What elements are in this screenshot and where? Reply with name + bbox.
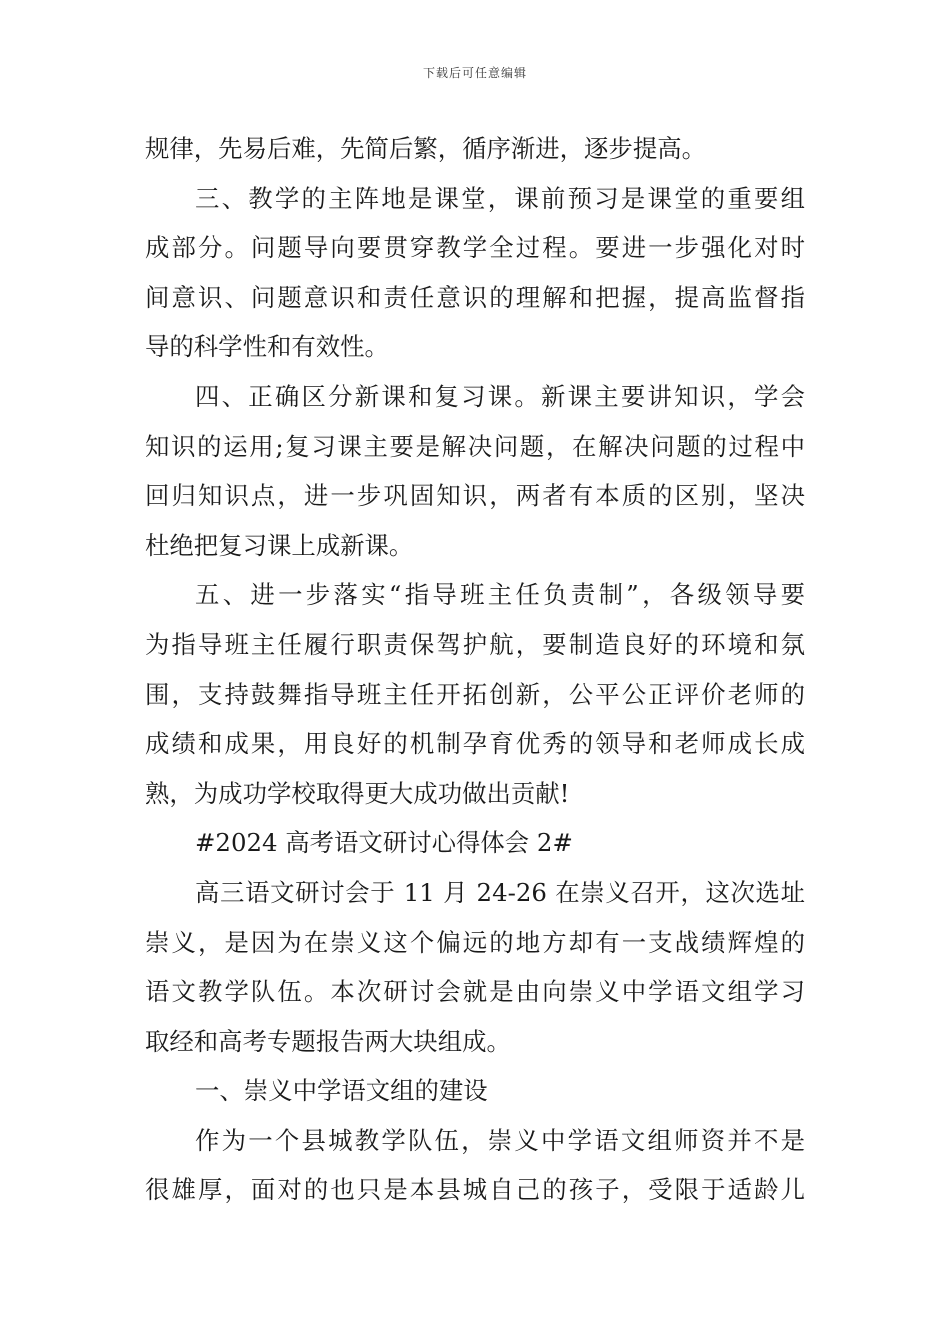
document-body [145, 124, 805, 1215]
text-line: 为指导班主任履行职责保驾护航，要制造良好的环境和氛 [145, 629, 805, 659]
text-line: 一、崇义中学语文组的建设 [195, 1076, 488, 1106]
text-line: 熟，为成功学校取得更大成功做出贡献! [145, 778, 570, 808]
page-header: 下载后可任意编辑 [422, 66, 527, 80]
text-line: 四、正确区分新课和复习课。新课主要讲知识，学会 [195, 381, 805, 411]
text-line: 三、教学的主阵地是课堂，课前预习是课堂的重要组 [195, 183, 805, 213]
text-line: 五、进一步落实“指导班主任负责制”，各级领导要 [195, 580, 805, 610]
text-line: 高三语文研讨会于 11 月 24-26 在崇义召开，这次选址 [195, 877, 805, 907]
text-line: 成部分。问题导向要贯穿教学全过程。要进一步强化对时 [145, 233, 805, 263]
text-line: 取经和高考专题报告两大块组成。 [145, 1026, 511, 1056]
text-line: 导的科学性和有效性。 [145, 332, 389, 362]
text-line: 围，支持鼓舞指导班主任开拓创新，公平公正评价老师的 [145, 679, 805, 709]
text-line: 成绩和成果，用良好的机制孕育优秀的领导和老师成长成 [145, 729, 805, 759]
text-line: #2024 高考语文研讨心得体会 2# [195, 828, 573, 858]
text-line: 间意识、问题意识和责任意识的理解和把握，提高监督指 [145, 282, 805, 312]
text-line: 崇义，是因为在崇义这个偏远的地方却有一支战绩辉煌的 [145, 927, 805, 957]
text-line: 杜绝把复习课上成新课。 [145, 530, 414, 560]
text-line: 知识的运用;复习课主要是解决问题，在解决问题的过程中 [145, 431, 805, 461]
text-line: 回归知识点，进一步巩固知识，两者有本质的区别，坚决 [145, 481, 805, 511]
text-line: 规律，先易后难，先简后繁，循序渐进，逐步提高。 [145, 134, 706, 163]
text-line: 语文教学队伍。本次研讨会就是由向崇义中学语文组学习 [145, 977, 805, 1007]
text-line: 作为一个县城教学队伍，崇义中学语文组师资并不是 [195, 1125, 805, 1155]
text-line: 很雄厚，面对的也只是本县城自己的孩子，受限于适龄儿 [145, 1175, 805, 1205]
